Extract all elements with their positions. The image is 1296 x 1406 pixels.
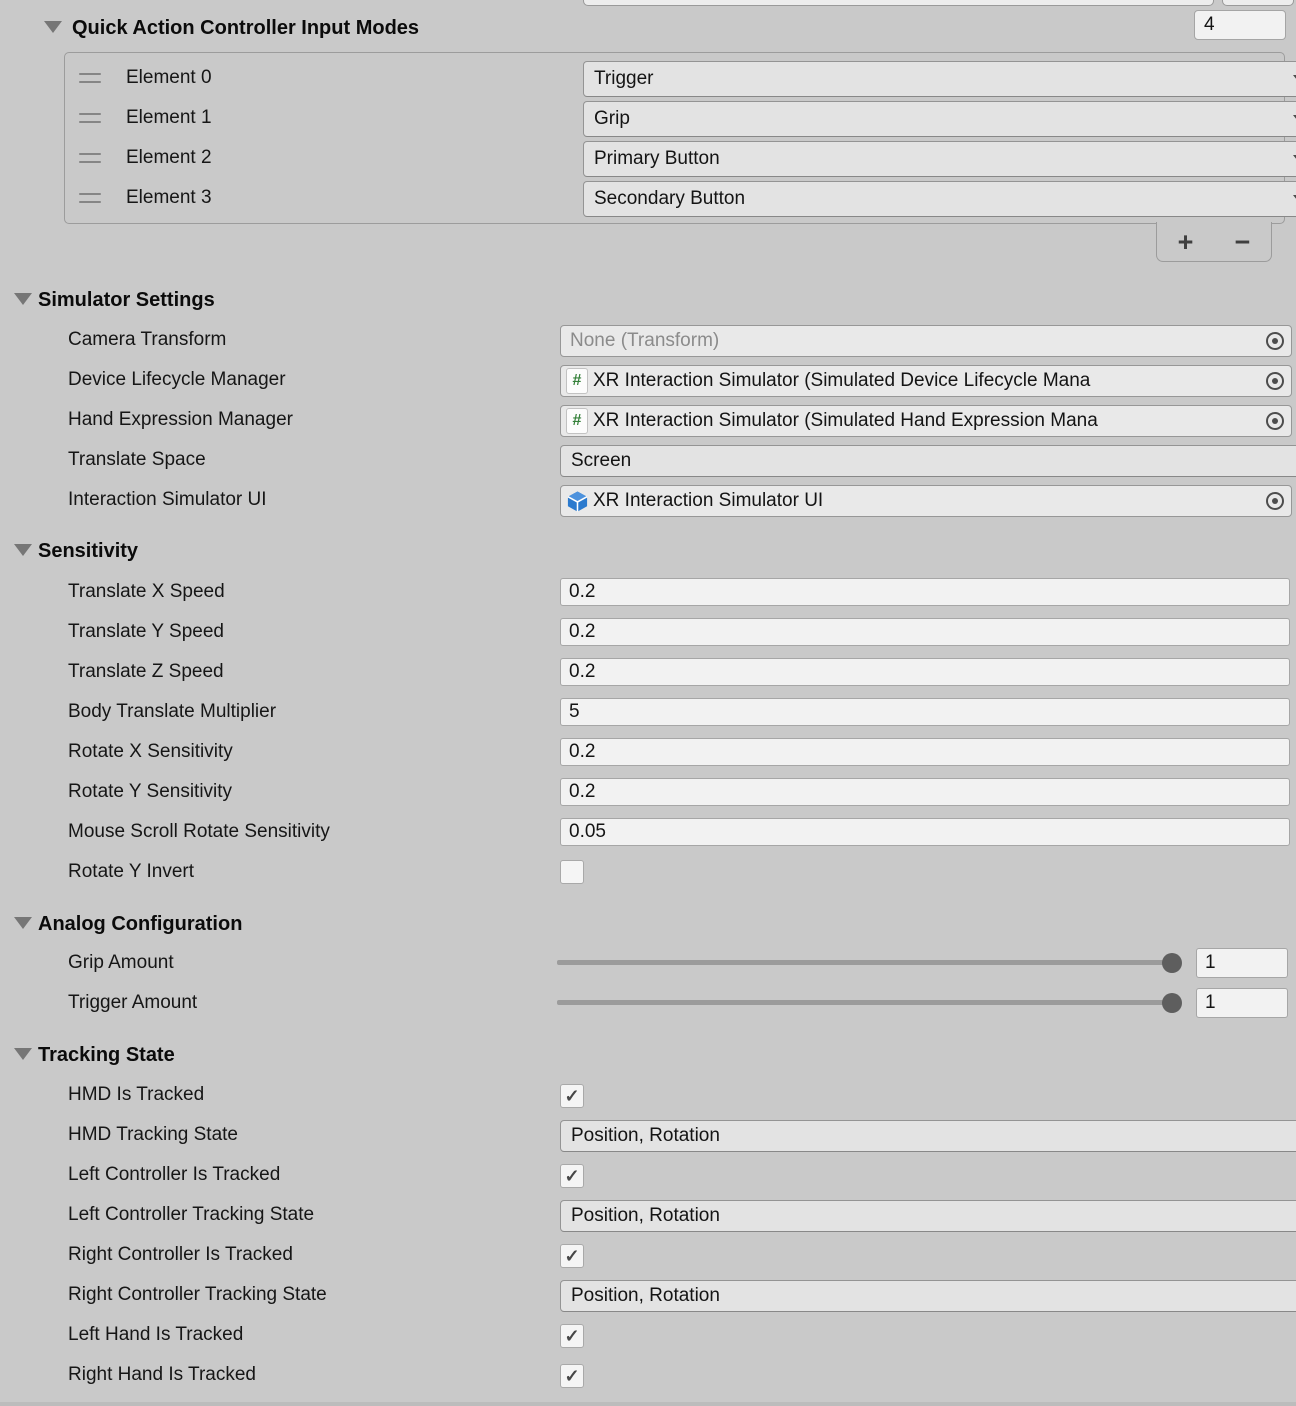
- clipped-field-fragment: [583, 0, 1214, 6]
- element-dropdown[interactable]: [583, 141, 1296, 177]
- number-field[interactable]: 0.2: [560, 738, 1290, 766]
- field-label: Hand Expression Manager: [68, 409, 293, 430]
- section-title-quick-action[interactable]: Quick Action Controller Input Modes: [72, 17, 420, 39]
- object-field-interaction-simulator-ui[interactable]: [560, 485, 1292, 517]
- foldout-arrow-icon[interactable]: [14, 1048, 32, 1060]
- clipped-field-fragment: [1222, 0, 1294, 6]
- translate-space-dropdown[interactable]: [560, 445, 1296, 477]
- field-label: Camera Transform: [68, 329, 227, 350]
- object-field-value: None (Transform): [570, 330, 720, 351]
- slider-value-field[interactable]: 1: [1196, 988, 1288, 1018]
- element-dropdown-value: Grip: [594, 108, 630, 129]
- field-label: Translate Y Speed: [68, 621, 224, 642]
- drag-handle-icon[interactable]: [79, 193, 101, 203]
- element-label[interactable]: Element 3: [126, 187, 212, 208]
- right-hand-is-tracked-checkbox[interactable]: ✓: [560, 1364, 584, 1388]
- section-divider: [0, 1402, 1296, 1406]
- element-dropdown-value: Secondary Button: [594, 188, 746, 209]
- field-label: Device Lifecycle Manager: [68, 369, 286, 390]
- left-hand-is-tracked-checkbox[interactable]: ✓: [560, 1324, 584, 1348]
- field-label: Left Hand Is Tracked: [68, 1324, 244, 1345]
- slider-thumb[interactable]: [1162, 993, 1182, 1013]
- prefab-cube-icon: [566, 490, 589, 513]
- field-label: Rotate Y Sensitivity: [68, 781, 233, 802]
- grip-amount-slider[interactable]: [557, 960, 1179, 965]
- drag-handle-icon[interactable]: [79, 73, 101, 83]
- script-icon: #: [566, 368, 588, 394]
- right-controller-is-tracked-checkbox[interactable]: ✓: [560, 1244, 584, 1268]
- object-picker-icon[interactable]: [1262, 326, 1288, 356]
- element-dropdown-value: Primary Button: [594, 148, 720, 169]
- field-label: Mouse Scroll Rotate Sensitivity: [68, 821, 330, 842]
- number-field[interactable]: 0.2: [560, 578, 1290, 606]
- field-label: Translate Z Speed: [68, 661, 224, 682]
- foldout-arrow-icon[interactable]: [14, 293, 32, 305]
- field-label: Left Controller Is Tracked: [68, 1164, 281, 1185]
- field-label: Rotate X Sensitivity: [68, 741, 233, 762]
- script-icon: #: [566, 408, 588, 434]
- field-label: Trigger Amount: [68, 992, 198, 1013]
- object-field-value: XR Interaction Simulator (Simulated Device Lifecycle Mana: [593, 370, 1091, 391]
- section-title-analog-configuration[interactable]: Analog Configuration: [38, 913, 243, 935]
- dropdown-value: Screen: [571, 450, 632, 471]
- field-label: Right Hand Is Tracked: [68, 1364, 256, 1385]
- object-picker-icon[interactable]: [1262, 406, 1288, 436]
- foldout-arrow-icon[interactable]: [44, 21, 62, 33]
- remove-element-button[interactable]: −: [1234, 226, 1251, 257]
- field-label: Grip Amount: [68, 952, 174, 973]
- slider-value-field[interactable]: 1: [1196, 948, 1288, 978]
- number-field[interactable]: 0.05: [560, 818, 1290, 846]
- element-dropdown-value: Trigger: [594, 68, 654, 89]
- foldout-arrow-icon[interactable]: [14, 544, 32, 556]
- number-field[interactable]: 0.2: [560, 618, 1290, 646]
- left-controller-tracking-state-dropdown[interactable]: [560, 1200, 1296, 1232]
- element-dropdown[interactable]: [583, 61, 1296, 97]
- trigger-amount-slider[interactable]: [557, 1000, 1179, 1005]
- object-field-camera-transform[interactable]: [560, 325, 1292, 357]
- dropdown-value: Position, Rotation: [571, 1205, 720, 1226]
- field-label: HMD Tracking State: [68, 1124, 238, 1145]
- section-title-tracking-state[interactable]: Tracking State: [38, 1044, 175, 1066]
- right-controller-tracking-state-dropdown[interactable]: [560, 1280, 1296, 1312]
- element-dropdown[interactable]: [583, 181, 1296, 217]
- number-field[interactable]: 0.2: [560, 658, 1290, 686]
- section-title-simulator-settings[interactable]: Simulator Settings: [38, 289, 215, 311]
- field-label: Left Controller Tracking State: [68, 1204, 315, 1225]
- number-field[interactable]: 0.2: [560, 778, 1290, 806]
- dropdown-value: Position, Rotation: [571, 1285, 720, 1306]
- field-label: Right Controller Tracking State: [68, 1284, 327, 1305]
- field-label: Interaction Simulator UI: [68, 489, 267, 510]
- object-field-value: XR Interaction Simulator (Simulated Hand Expression Mana: [593, 410, 1098, 431]
- number-field[interactable]: 5: [560, 698, 1290, 726]
- object-field-device-lifecycle-manager[interactable]: [560, 365, 1292, 397]
- rotate-y-invert-checkbox[interactable]: [560, 860, 584, 884]
- element-label[interactable]: Element 0: [126, 67, 212, 88]
- field-label: Right Controller Is Tracked: [68, 1244, 293, 1265]
- object-picker-icon[interactable]: [1262, 366, 1288, 396]
- element-label[interactable]: Element 1: [126, 107, 212, 128]
- drag-handle-icon[interactable]: [79, 153, 101, 163]
- drag-handle-icon[interactable]: [79, 113, 101, 123]
- foldout-arrow-icon[interactable]: [14, 917, 32, 929]
- element-dropdown[interactable]: [583, 101, 1296, 137]
- reorderable-list: [64, 52, 1285, 224]
- add-element-button[interactable]: +: [1177, 226, 1194, 257]
- hmd-is-tracked-checkbox[interactable]: ✓: [560, 1084, 584, 1108]
- field-label: Rotate Y Invert: [68, 861, 195, 882]
- hmd-tracking-state-dropdown[interactable]: [560, 1120, 1296, 1152]
- field-label: Translate X Speed: [68, 581, 225, 602]
- object-picker-icon[interactable]: [1262, 486, 1288, 516]
- object-field-hand-expression-manager[interactable]: [560, 405, 1292, 437]
- array-size-field[interactable]: 4: [1194, 10, 1286, 40]
- slider-thumb[interactable]: [1162, 953, 1182, 973]
- list-footer: [1156, 222, 1272, 262]
- field-label: Translate Space: [68, 449, 206, 470]
- field-label: HMD Is Tracked: [68, 1084, 205, 1105]
- field-label: Body Translate Multiplier: [68, 701, 277, 722]
- dropdown-value: Position, Rotation: [571, 1125, 720, 1146]
- section-title-sensitivity[interactable]: Sensitivity: [38, 540, 139, 562]
- object-field-value: XR Interaction Simulator UI: [593, 490, 824, 511]
- element-label[interactable]: Element 2: [126, 147, 212, 168]
- left-controller-is-tracked-checkbox[interactable]: ✓: [560, 1164, 584, 1188]
